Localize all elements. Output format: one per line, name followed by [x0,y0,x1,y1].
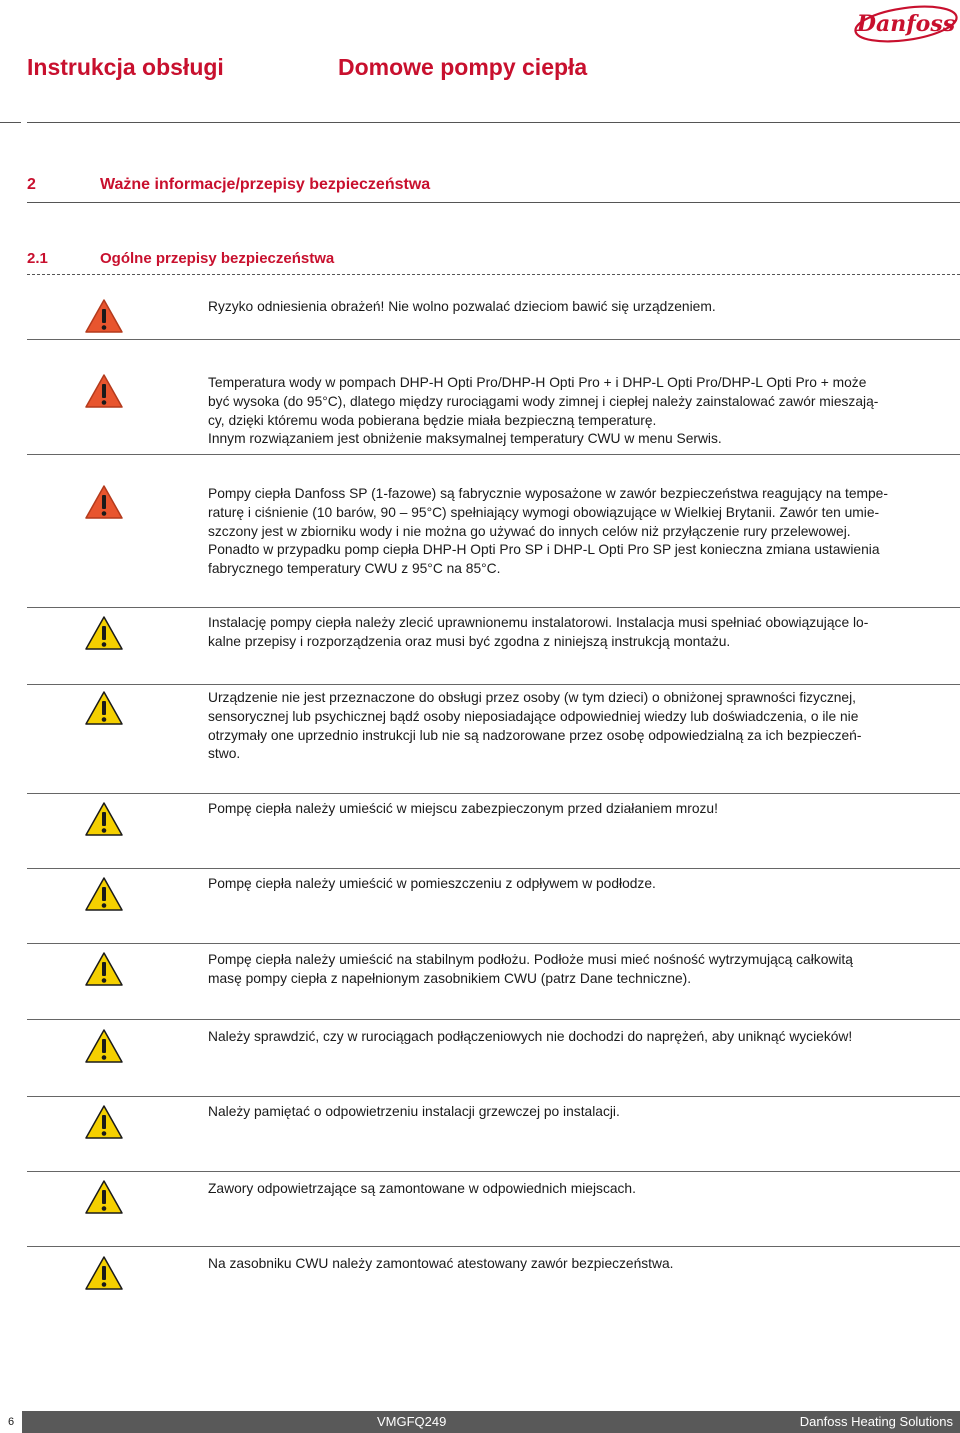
danfoss-logo [852,2,960,44]
company-name: Danfoss Heating Solutions [799,1414,953,1429]
warning-divider [27,1096,960,1097]
warning-divider [27,607,960,608]
product-title: Domowe pompy ciepła [338,54,588,80]
page-number: 6 [0,1411,22,1433]
warning-text-2: Temperatura wody w pompach DHP-H Opti Pro/DHP-H Opti Pro + i DHP-L Opti Pro/DHP-L Opti Pro + może być wysoka (do 95°C), dlatego między rurociągami wody zimnej i ciepłej należy zainstalować zawór mieszają- cy, dzięki któremu woda pobierana będzie miała bezpieczną temperaturę. Innym rozwiązaniem jest obniżenie maksymalnej temperatury CWU w menu Serwis. [208,375,879,447]
warning-divider [27,454,960,455]
caution-warning-icon [84,1104,124,1140]
warning-text-9: Należy sprawdzić, czy w rurociągach podłączeniowych nie dochodzi do naprężeń, aby uniknąć wycieków! [208,1029,853,1044]
danger-warning-icon [84,298,124,334]
section-title: Ważne informacje/przepisy bezpieczeństwa [100,176,431,193]
warning-divider [27,339,960,340]
warning-divider [27,793,960,794]
caution-warning-icon [84,1028,124,1064]
warning-text-5: Urządzenie nie jest przeznaczone do obsługi przez osoby (w tym dzieci) o obniżonej sprawności fizycznej, sensorycznej lub psychicznej bądź osoby nieposiadające odpowiedniej wiedzy lub doświadczenia, o ile nie otrzymały one uprzednio instrukcji lub nie są nadzorowane przez osobę odpowiedzialną za ich bezpieczeń- stwo. [208,690,862,762]
document-type-title: Instrukcja obsługi [27,54,224,80]
warning-divider [27,684,960,685]
warning-text-7: Pompę ciepła należy umieścić w pomieszczeniu z odpływem w podłodze. [208,876,656,891]
svg-text:Danfoss: Danfoss [856,11,956,37]
subsection-title: Ogólne przepisy bezpieczeństwa [100,250,335,267]
warning-text-6: Pompę ciepła należy umieścić w miejscu zabezpieczonym przed działaniem mrozu! [208,801,718,816]
warning-divider [27,868,960,869]
caution-warning-icon [84,951,124,987]
warning-divider [27,1019,960,1020]
warning-divider [27,1171,960,1172]
warning-text-8: Pompę ciepła należy umieścić na stabilnym podłożu. Podłoże musi mieć nośność wytrzymującą całkowitą masę pompy ciepła z napełnionym zasobnikiem CWU (patrz Dane techniczne). [208,952,853,986]
section-number: 2 [27,176,36,193]
caution-warning-icon [84,690,124,726]
warning-text-12: Na zasobniku CWU należy zamontować atestowany zawór bezpieczeństwa. [208,1256,674,1271]
warning-text-10: Należy pamiętać o odpowietrzeniu instalacji grzewczej po instalacji. [208,1104,620,1119]
header-rule-short [0,122,21,123]
caution-warning-icon [84,801,124,837]
caution-warning-icon [84,1255,124,1291]
warning-text-3: Pompy ciepła Danfoss SP (1-fazowe) są fabrycznie wyposażone w zawór bezpieczeństwa reagujący na tempe- raturę i ciśnienie (10 barów, 90 – 95°C) spełniający wymogi obowiązujące w Wielkiej Brytanii. Zawór ten umie- szczony jest w zbiorniku wody i nie można go używać do innych celów niż przyłączenie rury przelewowej. Ponadto w przypadku pomp ciepła DHP-H Opti Pro SP i DHP-L Opti Pro SP jest konieczna zmiana ustawienia fabrycznego temperatury CWU z 95°C na 85°C. [208,486,888,577]
warning-text-1: Ryzyko odniesienia obrażeń! Nie wolno pozwalać dzieciom bawić się urządzeniem. [208,299,716,314]
danger-warning-icon [84,373,124,409]
subsection-rule [27,274,960,275]
caution-warning-icon [84,1179,124,1215]
danger-warning-icon [84,484,124,520]
section-rule [27,202,960,203]
caution-warning-icon [84,876,124,912]
caution-warning-icon [84,615,124,651]
warning-divider [27,943,960,944]
warning-divider [27,1246,960,1247]
warning-text-4: Instalację pompy ciepła należy zlecić uprawnionemu instalatorowi. Instalacja musi spełniać obowiązujące lo- kalne przepisy i rozporządzenia oraz musi być zgodna z niniejszą instrukcją montażu. [208,615,869,649]
subsection-number: 2.1 [27,250,48,267]
warning-text-11: Zawory odpowietrzające są zamontowane w odpowiednich miejscach. [208,1181,636,1196]
header-rule [27,122,960,123]
document-code: VMGFQ249 [377,1414,447,1429]
